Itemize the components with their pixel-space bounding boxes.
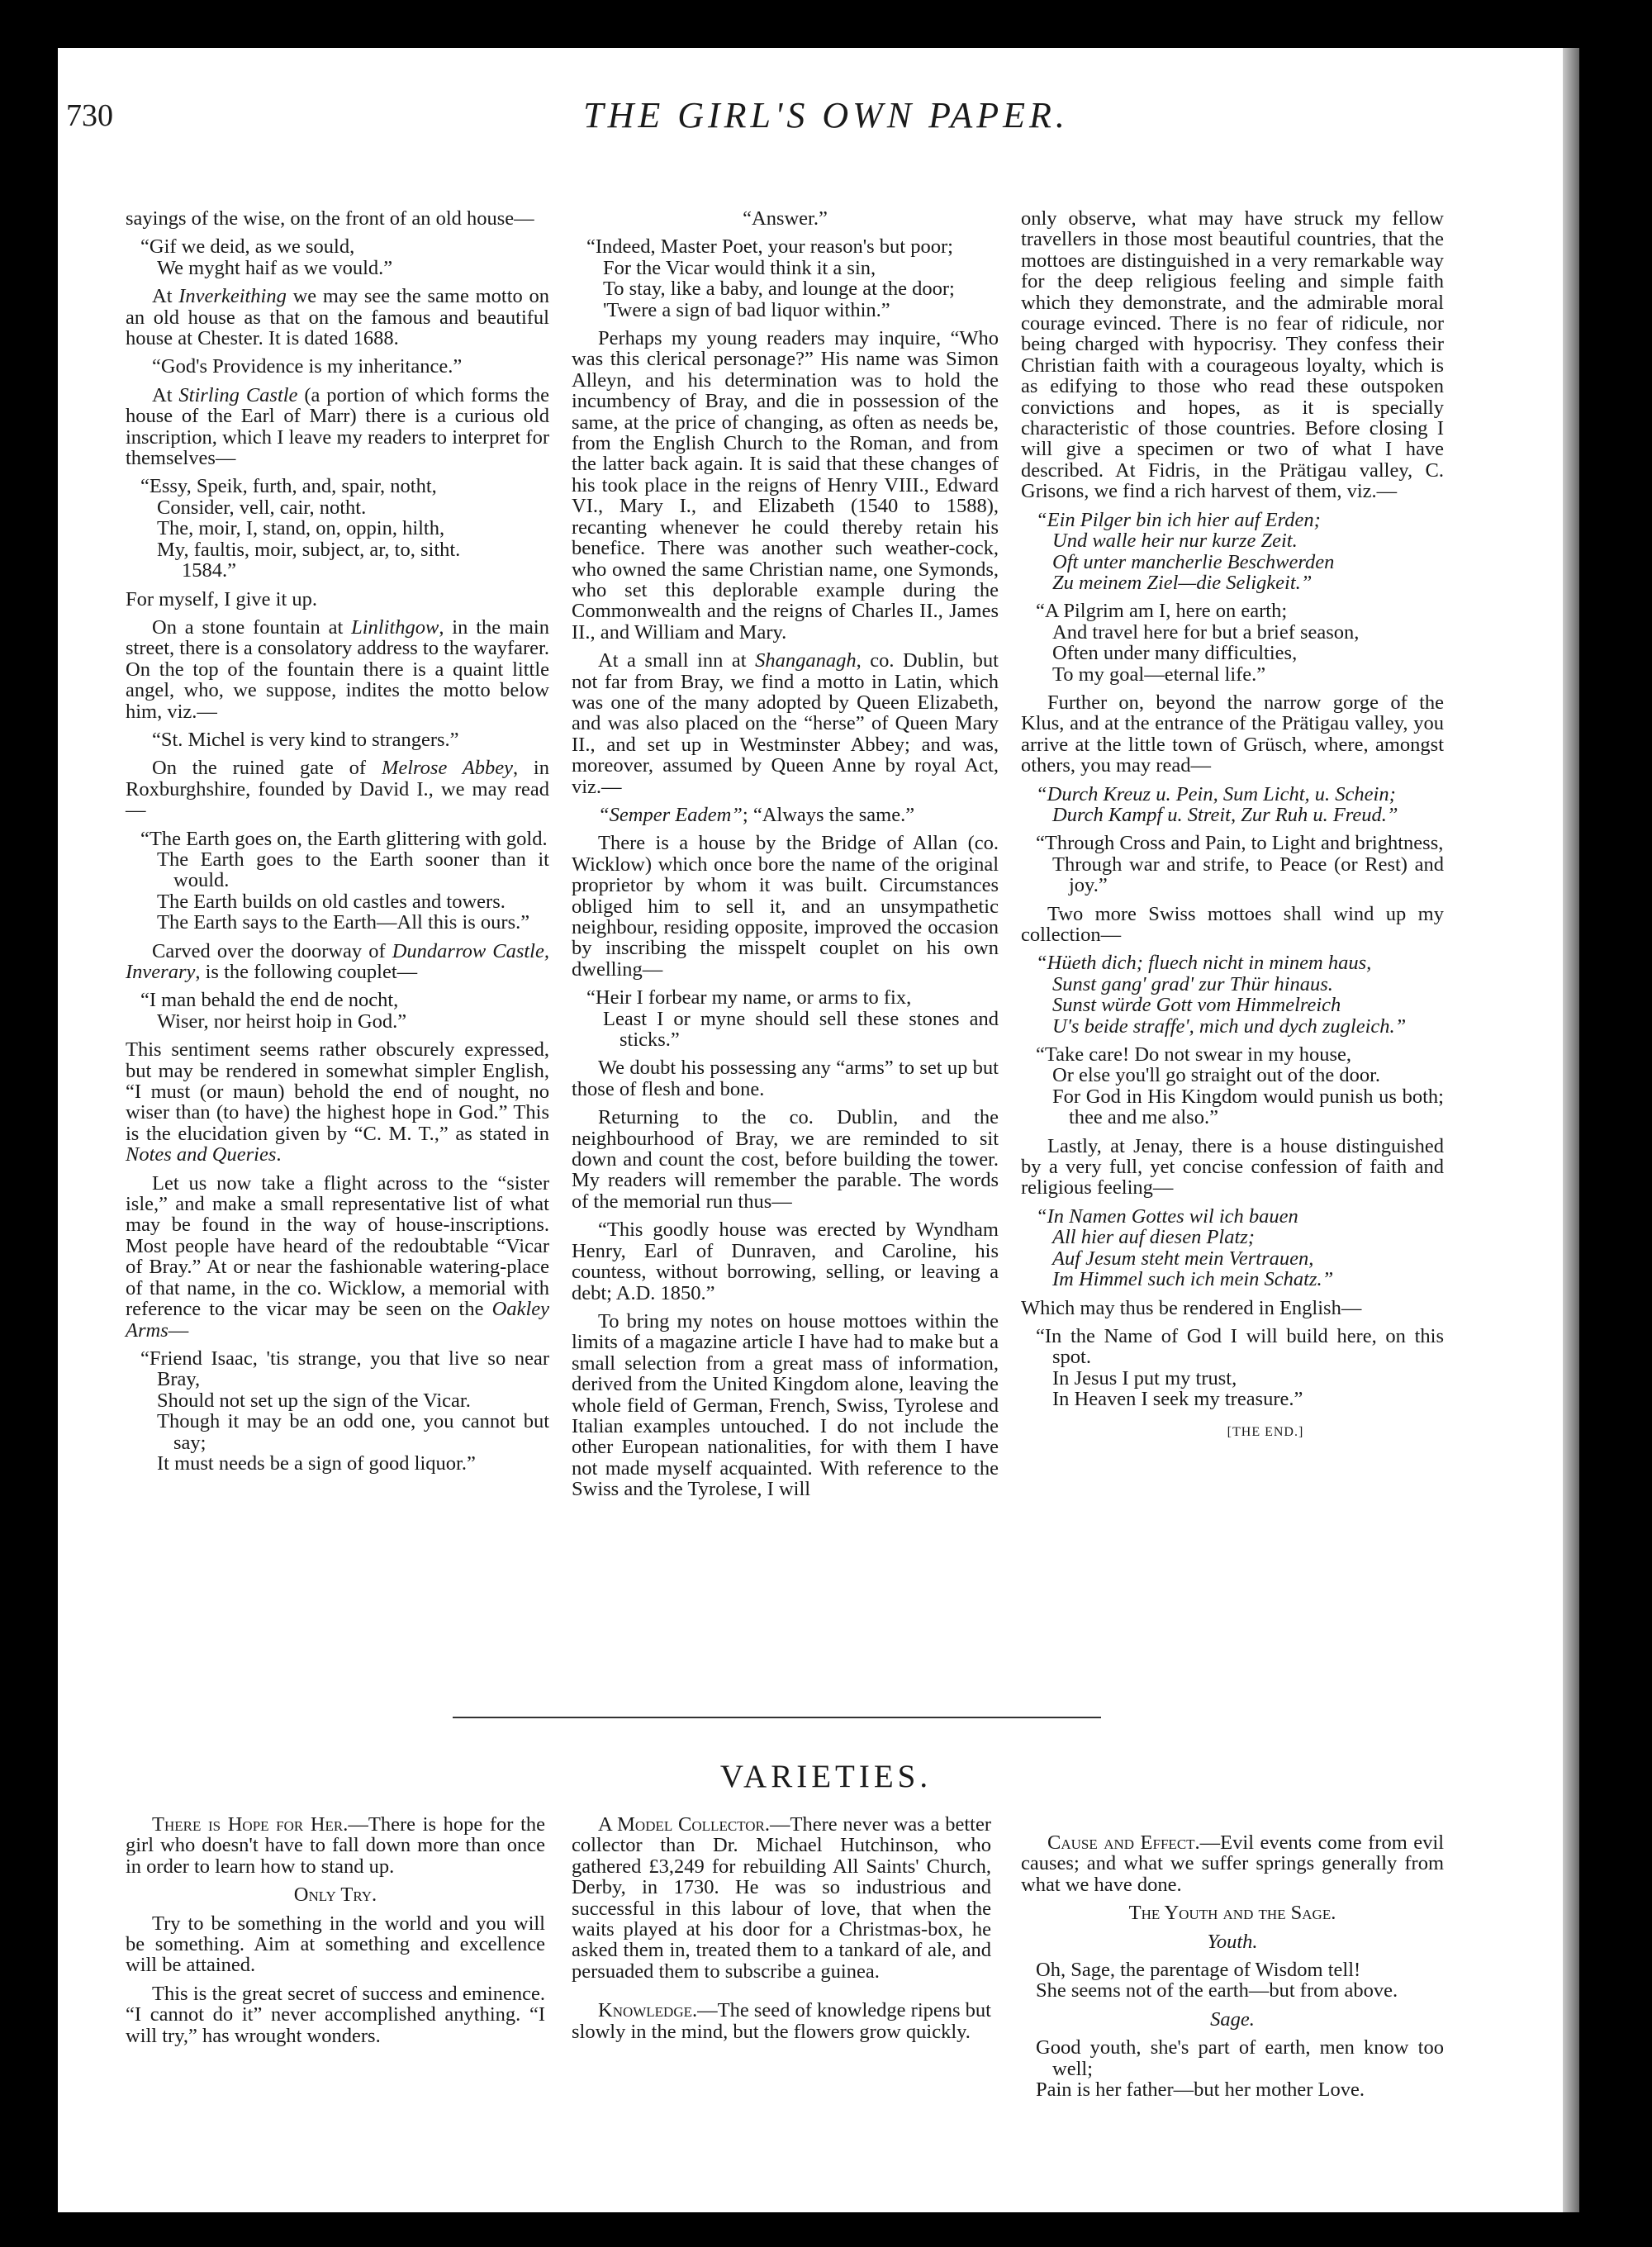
paragraph (126, 1039, 549, 1165)
variety-item (572, 2000, 991, 2042)
motto-quote: “St. Michel is very kind to strangers.” (152, 728, 459, 751)
verse-line: In Heaven I seek my treasure.” (1052, 1388, 1303, 1411)
page-number: 730 (66, 98, 113, 133)
verse-line: “Durch Kreuz u. Pein, Sum Licht, u. Schein; (1036, 782, 1396, 805)
text: we may see the same motto on an old house as that on the famous and beautiful house at Chester. It is dated 1688. (126, 285, 550, 350)
paragraph: We doubt his possessing any “arms” to set up but those of flesh and bone. (572, 1057, 999, 1100)
motto-quote (1021, 952, 1444, 1037)
article-column-2 (572, 208, 999, 1508)
paragraph (126, 1173, 549, 1341)
item-heading: The Youth and the Sage. (1128, 1902, 1336, 1925)
verse-line: “Gif we deid, as we sould, (140, 235, 355, 259)
text: , in Roxburghshire, founded by David I., we may read— (126, 757, 549, 822)
verse-line: “Friend Isaac, 'tis strange, you that live so near Bray, (140, 1347, 549, 1391)
verse-line: “Heir I forbear my name, or arms to fix, (586, 986, 912, 1009)
verse-line: Consider, vell, cair, notht. (157, 496, 367, 519)
verse-line: Though it may be an odd one, you cannot but say; (157, 1410, 549, 1454)
text: , in the main street, there is a consolatory address to the wayfarer. On the top of the fountain there is a quaint little angel, who, we suppose, indites the motto below him, viz.— (126, 615, 549, 723)
paragraph (126, 617, 549, 722)
verse-line: And travel here for but a brief season, (1052, 620, 1360, 644)
verse-line: For the Vicar would think it a sin, (603, 256, 876, 279)
verse-line: “In the Name of God I will build here, on this spot. (1036, 1324, 1444, 1369)
text: —The seed of knowledge ripens but slowly in the mind, but the flowers grow quickly. (572, 1999, 991, 2043)
motto-quote (126, 476, 549, 581)
paragraph: There is a house by the Bridge of Allan (co. Wicklow) which once bore the name of the original proprietor by whom it was built. Circumstances obliged him to sell it, and an unsympathetic neighbour, residing opposite, improved the occasion by inscribing the misspelt couplet on his own dwelling— (572, 832, 999, 981)
verse-line: 'Twere a sign of bad liquor within.” (603, 298, 890, 321)
verse-line: “The Earth goes on, the Earth glittering with gold. (140, 827, 548, 850)
speaker-label: Youth. (1207, 1930, 1258, 1953)
verse-line: All hier auf diesen Platz; (1052, 1226, 1255, 1249)
verse-line: Sunst würde Gott vom Himmelreich (1052, 994, 1341, 1017)
verse-line: Zu meinem Ziel—die Seligkeit.” (1052, 571, 1313, 594)
verse-line: Through war and strife, to Peace (or Rest) and joy.” (1052, 853, 1444, 897)
verse (1021, 1960, 1444, 2002)
verse-line: Wiser, nor heirst hoip in God.” (157, 1009, 407, 1033)
verse-line: The Earth goes to the Earth sooner than it would. (157, 848, 549, 892)
verse-line: Good youth, she's part of earth, men know too well; (1036, 2036, 1444, 2080)
verse-line: Auf Jesum steht mein Vertrauen, (1052, 1247, 1314, 1270)
text: — (168, 1318, 189, 1342)
verse-line: The Earth says to the Earth—All this is ours.” (157, 911, 530, 934)
paragraph: Further on, beyond the narrow gorge of the Klus, and at the entrance of the Prätigau valley, you arrive at the little town of Grüsch, where, amongst others, you may read— (1021, 691, 1444, 777)
publication-title: Notes and Queries (126, 1143, 277, 1166)
running-title: THE GIRL'S OWN PAPER. (583, 95, 1069, 135)
paragraph (126, 758, 549, 820)
motto-translation (1021, 833, 1444, 895)
paragraph: sayings of the wise, on the front of an old house— (126, 207, 534, 230)
text: . (276, 1143, 282, 1166)
variety-item (572, 1814, 991, 1982)
motto-translation (1021, 1044, 1444, 1128)
verse-line: She seems not of the earth—but from above. (1036, 1979, 1398, 2002)
motto-quote (572, 805, 999, 825)
item-heading: A Model Collector. (598, 1813, 770, 1836)
paragraph (126, 385, 549, 469)
motto-quote (572, 987, 999, 1050)
latin-motto: “Semper Eadem” (598, 803, 743, 826)
text: Let us now take a flight across to the “sister isle,” and make a small representative list of what may be found in the way of house-inscriptions. Most people have heard of the redoubtable “Vicar of Bray.” At or near the fashionable watering-place of that name, in the co. Wicklow, a memorial with reference to the vicar may be seen on the (126, 1171, 549, 1321)
verse-line: “Take care! Do not swear in my house, (1036, 1043, 1351, 1066)
verse-line: “Essy, Speik, furth, and, spair, notht, (140, 475, 437, 498)
motto-quote (126, 990, 549, 1032)
verse-line: Pain is her father—but her mother Love. (1036, 2078, 1365, 2102)
text: At a small inn at (598, 649, 756, 672)
varieties-column-1 (126, 1814, 545, 2054)
text: On a stone fountain at (152, 615, 352, 639)
variety-item (1021, 1832, 1444, 1895)
motto-quote: “God's Providence is my inheritance.” (152, 355, 463, 378)
text: —There never was a better collector than Dr. Michael Hutchinson, who gathered £3,249 for rebuilding All Saints' Church, Derby, in 1730. He was so industrious and successful in this labour of love, that when the waits played at his door for a Christmas-box, he asked them in, treated them to a tankard of ale, and persuaded them to subscribe a guinea. (572, 1813, 991, 1983)
place-name: Melrose Abbey (381, 757, 513, 780)
place-name: Dundarrow Castle, Inverary (126, 939, 549, 983)
article-column-3 (1021, 208, 1444, 1442)
motto-quote (572, 236, 999, 321)
paragraph: only observe, what may have struck my fellow travellers in those most beautiful countries, that the mottoes are distinguished in a very remarkable way for the deep religious feeling and simple faith which they demonstrate, and the admirable moral courage evinced. There is no fear of ridicule, nor being charged with hypocrisy. They confess their Christian faith with a courageous loyalty, which is as edifying to those who read these outspoken convictions and hopes, as it is specially characteristic of those countries. Before closing I will give a specimen or two of what I have described. At Fidris, in the Prätigau valley, C. Grisons, we find a rich harvest of them, viz.— (1021, 207, 1444, 503)
text: , co. Dublin, but not far from Bray, we find a motto in Latin, which was one of the many adopted by Queen Elizabeth, and was also placed on the “herse” of Queen Mary II., and set up in Westminster Abbey; and was, moreover, assumed by Queen Anne by royal Act, viz.— (572, 649, 999, 798)
memorial-inscription: “This goodly house was erected by Wyndham Henry, Earl of Dunraven, and Caroline, his countess, without borrowing, selling, or leaving a debt; A.D. 1850.” (572, 1219, 999, 1304)
motto-quote (126, 236, 549, 278)
place-name: Inverkeithing (178, 285, 287, 308)
verse-line: “Indeed, Master Poet, your reason's but poor; (586, 235, 953, 259)
verse-line: We myght haif as we vould.” (157, 256, 393, 279)
paragraph (126, 286, 549, 349)
text: On the ruined gate of (152, 757, 382, 780)
verse-heading: “Answer.” (743, 207, 828, 230)
end-marker: [THE END.] (1227, 1424, 1304, 1439)
speaker-label: Sage. (1210, 2007, 1255, 2031)
paragraph (572, 650, 999, 797)
paragraph (126, 941, 549, 983)
verse-line: U's beide straffe', mich und dych zugleich.” (1052, 1014, 1407, 1038)
text: (a portion of which forms the house of the Earl of Marr) there is a curious old inscription, which I leave my readers to interpret for themselves— (126, 383, 549, 470)
verse-line: The, moir, I, stand, on, oppin, hilth, (157, 517, 445, 540)
section-divider (453, 1717, 1101, 1718)
verse-line: Oft unter mancherlie Beschwerden (1052, 550, 1335, 573)
verse-line: My, faultis, moir, subject, ar, to, sitht. (157, 538, 461, 561)
article-column-1 (126, 208, 549, 1481)
item-heading: Knowledge. (598, 1999, 698, 2022)
item-heading: Only Try. (293, 1884, 377, 1907)
paragraph: For myself, I give it up. (126, 587, 318, 610)
motto-quote (1021, 784, 1444, 826)
verse-line: To stay, like a baby, and lounge at the door; (603, 278, 955, 301)
item-heading: There is Hope for Her. (152, 1813, 349, 1836)
verse-line: Und walle heir nur kurze Zeit. (1052, 530, 1298, 553)
paragraph: This is the great secret of success and eminence. “I cannot do it” never accomplished anything. “I will try,” has wrought wonders. (126, 1982, 545, 2047)
motto-quote (1021, 1206, 1444, 1290)
motto-quote (126, 1348, 549, 1474)
verse-line: Least I or myne should sell these stones and sticks.” (603, 1007, 999, 1052)
verse-line: It must needs be a sign of good liquor.” (157, 1451, 476, 1475)
verse-line: Im Himmel such ich mein Schatz.” (1052, 1268, 1334, 1291)
verse-line: To my goal—eternal life.” (1052, 663, 1266, 686)
item-heading: Cause and Effect. (1047, 1831, 1200, 1854)
paragraph: Perhaps my young readers may inquire, “Who was this clerical personage?” His name was Simon Alleyn, and his determination was to hold the incumbency of Bray, and die in possession of the same, at the price of changing, as often as needs be, from the English Church to the Roman, and from the latter back again. It is said that these changes of his took place in the reigns of Henry VIII., Edward VI., Mary I., and Elizabeth (1540 to 1588), recanting whenever he could thereby retain his benefice. There was another such weather-cock, who owned the same Christian name, one Symonds, who set this deplorable example during the Commonwealth and the reigns of Charles II., James II., and William and Mary. (572, 327, 999, 644)
motto-quote (1021, 510, 1444, 594)
paragraph: Lastly, at Jenay, there is a house distinguished by a very full, yet concise confession of faith and religious feeling— (1021, 1134, 1444, 1200)
verse-line: Or else you'll go straight out of the door. (1052, 1064, 1381, 1087)
variety-item (126, 1814, 545, 1877)
text: Carved over the doorway of (152, 939, 392, 962)
verse-line: 1584.” (182, 559, 236, 582)
place-name: Linlithgow (351, 615, 439, 639)
motto-translation (1021, 601, 1444, 685)
text: —There is hope for the girl who doesn't have to fall down more than once in order to learn how to stand up. (126, 1813, 546, 1878)
text: This sentiment seems rather obscurely expressed, but may be rendered in somewhat simpler English, “I must (or maun) behold the end of nought, no wiser than (to have) the highest hope in God.” This is the elucidation given by “C. M. T.,” as stated in (126, 1038, 549, 1145)
verse-line: Durch Kampf u. Streit, Zur Ruh u. Freud.” (1052, 803, 1398, 826)
varieties-column-3 (1021, 1814, 1444, 2107)
text: —Evil events come from evil causes; and what we suffer springs generally from what we have done. (1021, 1831, 1444, 1896)
paragraph: Which may thus be rendered in English— (1021, 1296, 1362, 1319)
paragraph: Returning to the co. Dublin, and the neighbourhood of Bray, we are reminded to sit down and count the cost, before building the tower. My readers will remember the parable. The words of the memorial run thus— (572, 1106, 999, 1213)
place-name: Oakley Arms (126, 1298, 549, 1342)
verse-line: Oh, Sage, the parentage of Wisdom tell! (1036, 1959, 1361, 1982)
verse-line: Sunst gang' grad' zur Thür hinaus. (1052, 972, 1333, 995)
verse-line: For God in His Kingdom would punish us both; thee and me also.” (1052, 1085, 1444, 1129)
place-name: Shanganagh (755, 649, 857, 672)
paragraph: Try to be something in the world and you will be something. Aim at something and excellence will be attained. (126, 1912, 545, 1977)
motto-quote (126, 829, 549, 933)
verse-line: “I man behald the end de nocht, (140, 989, 399, 1012)
verse-line: In Jesus I put my trust, (1052, 1366, 1237, 1390)
text: At (152, 383, 179, 406)
verse (1021, 2037, 1444, 2100)
verse-line: “Through Cross and Pain, to Light and brightness, (1036, 832, 1444, 855)
verse-line: “In Namen Gottes wil ich bauen (1036, 1204, 1298, 1228)
verse-line: The Earth builds on old castles and towers. (157, 890, 506, 913)
place-name: Stirling Castle (178, 383, 298, 406)
verse-line: “Ein Pilger bin ich hier auf Erden; (1036, 508, 1321, 531)
text: , is the following couplet— (195, 961, 418, 983)
page-spine-shadow (1563, 48, 1579, 2212)
section-title: VARIETIES. (719, 1759, 933, 1794)
verse-line: “Hüeth dich; fluech nicht in minem haus, (1036, 952, 1372, 975)
verse-line: Often under many difficulties, (1052, 642, 1298, 665)
text: ; “Always the same.” (742, 803, 915, 826)
verse-line: Should not set up the sign of the Vicar. (157, 1389, 471, 1412)
motto-translation (1021, 1326, 1444, 1410)
paragraph: Two more Swiss mottoes shall wind up my collection— (1021, 902, 1444, 946)
paragraph: To bring my notes on house mottoes within the limits of a magazine article I have had to make but a small selection from a great mass of information, derived from the United Kingdom alone, leaving the whole field of German, French, Swiss, Tyrolese and Italian examples untouched. I do not include the other European nationalities, for with them I have not made myself acquainted. With reference to the Swiss and the Tyrolese, I will (572, 1309, 999, 1501)
text: At (152, 285, 179, 308)
verse-line: “A Pilgrim am I, here on earth; (1036, 600, 1288, 623)
varieties-column-2 (572, 1814, 991, 2050)
